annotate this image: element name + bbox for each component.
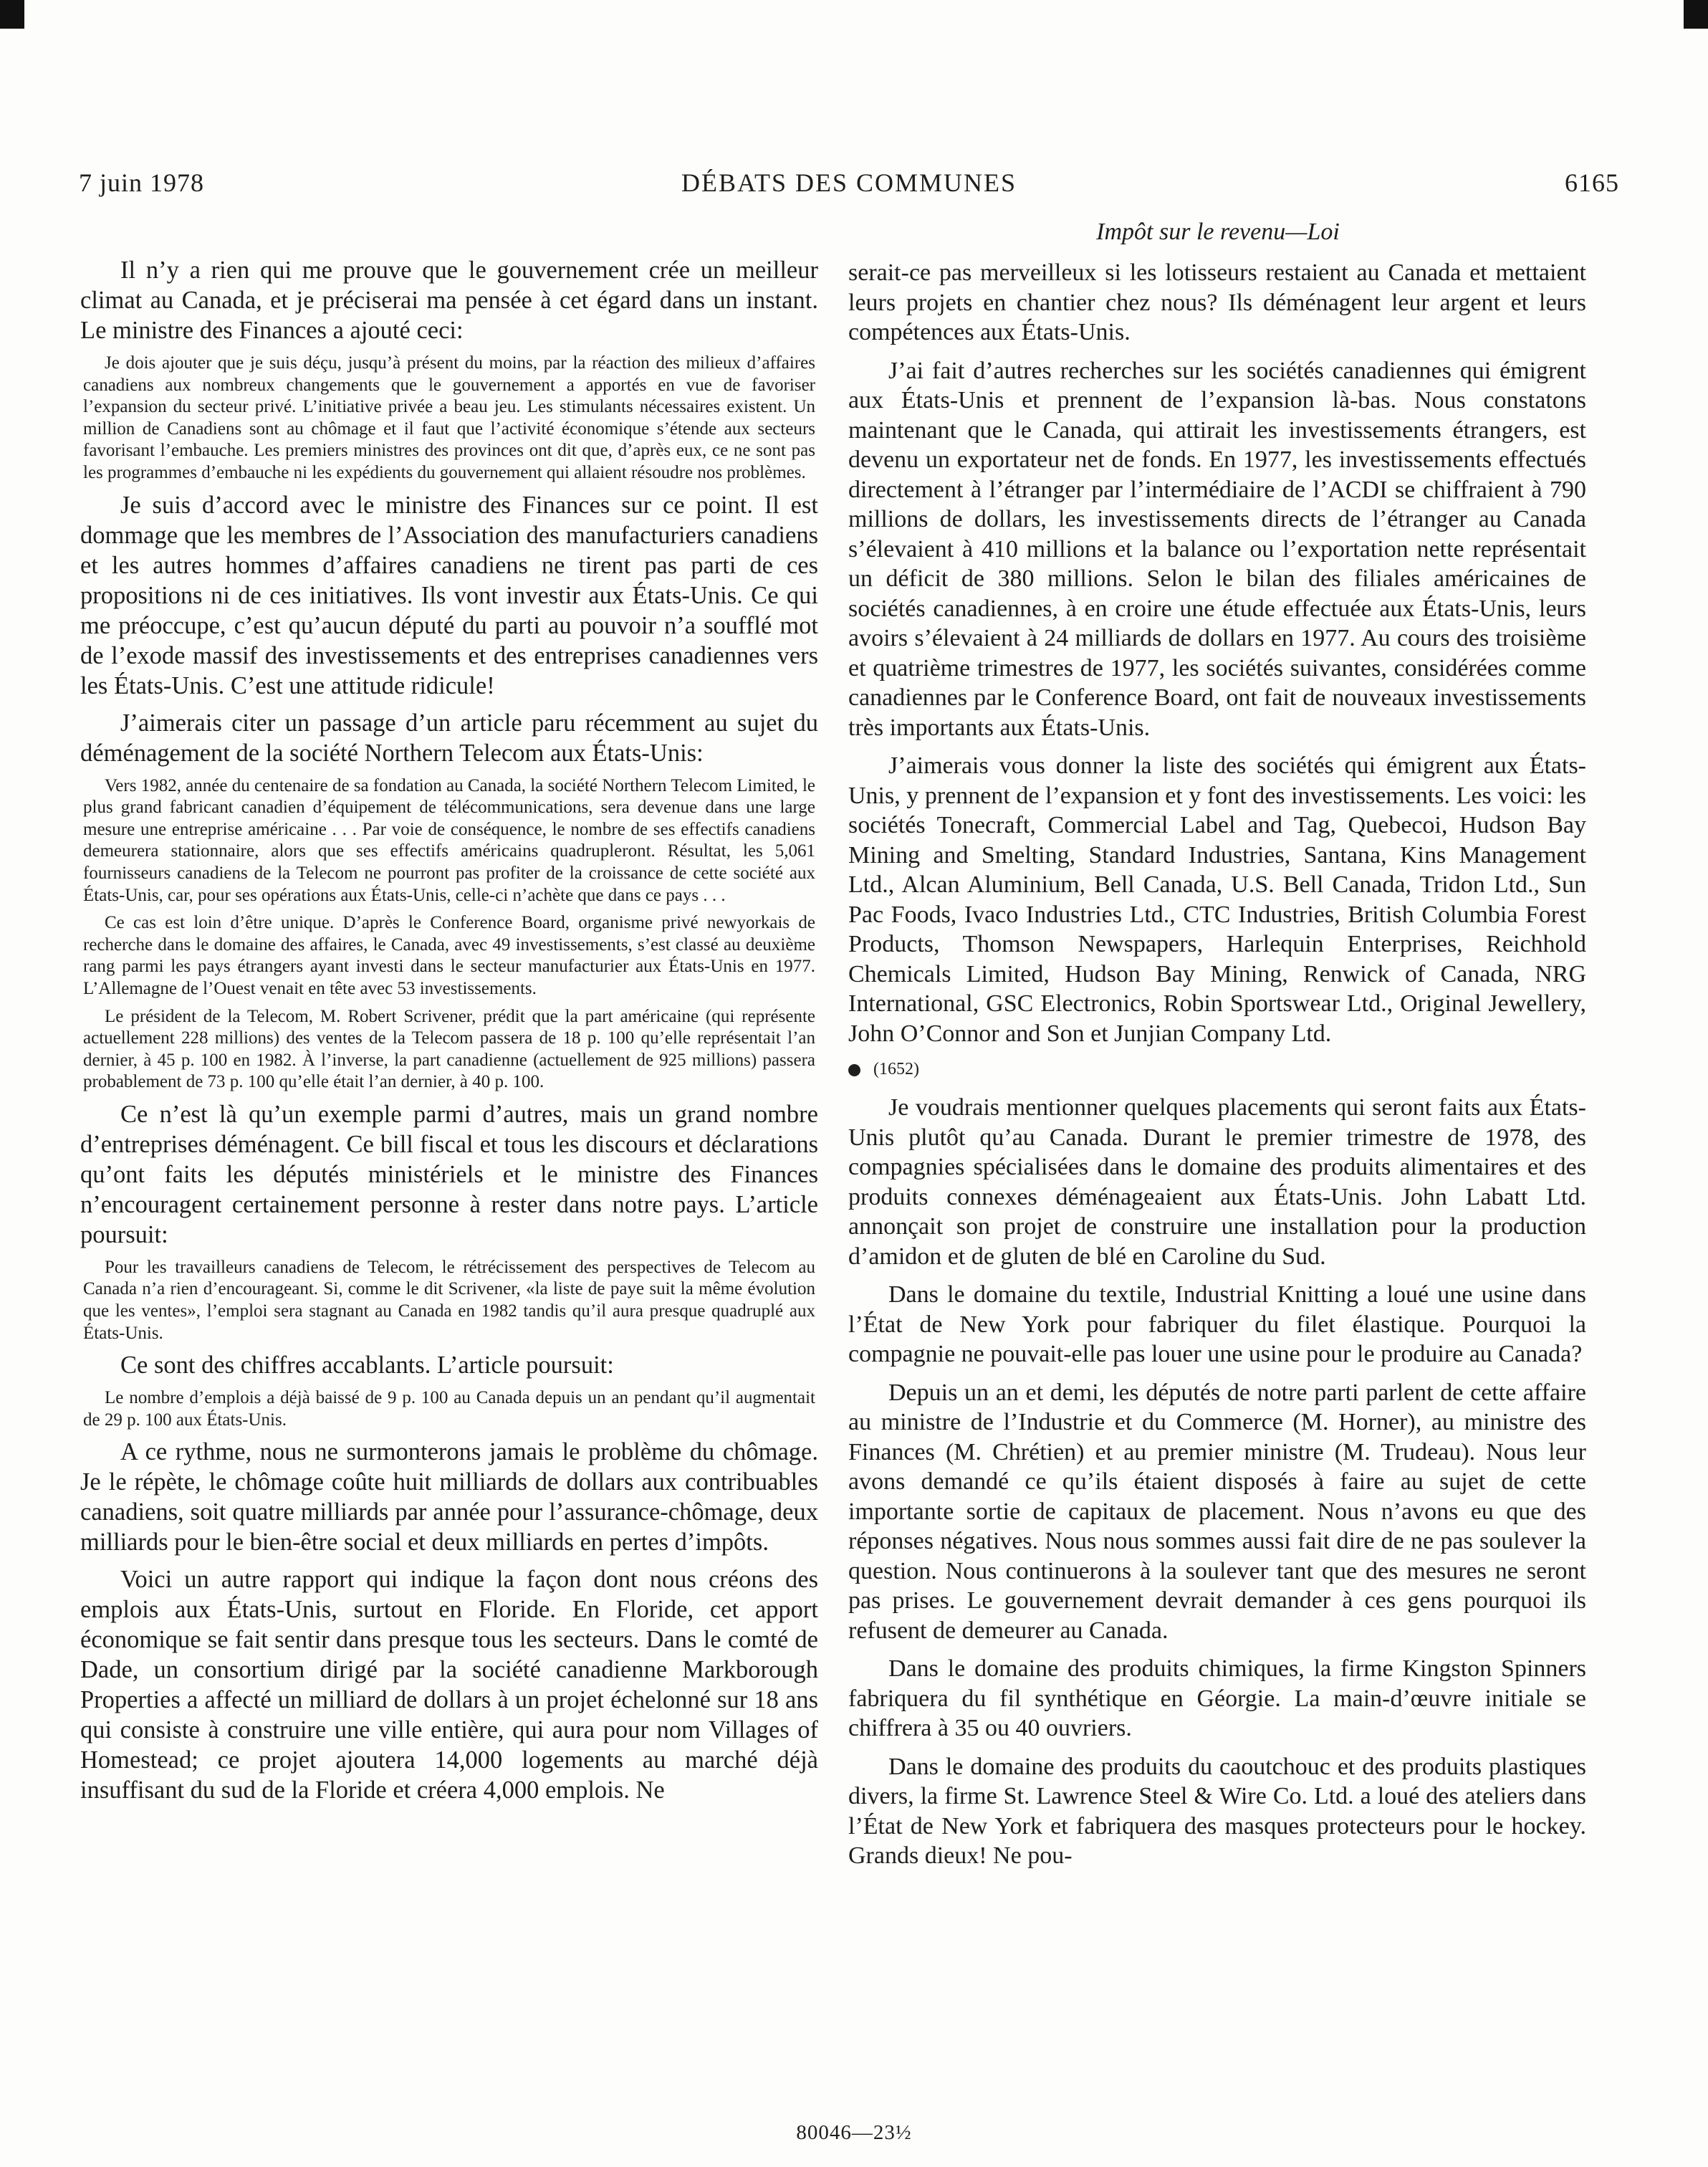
scan-corner-mark — [1684, 0, 1708, 29]
block-quote: Vers 1982, année du centenaire de sa fondation au Canada, la société Northern Telecom Limited, le plus grand fabricant canadien d’équipement de télécommunications, sera devenue dans une large mesure une entreprise américaine . . . Par voie de conséquence, le nombre de ses effectifs canadiens demeurera stationnaire, alors que ses effectifs américains quadrupleront. Résultat, les 5,061 fournisseurs canadiens de la Telecom ne pourront pas profiter de la croissance de cette société aux États-Unis, car, pour ses opérations aux États-Unis, celle-ci n’achète que dans ce pays . . . — [83, 775, 815, 905]
paragraph: Je suis d’accord avec le ministre des Finances sur ce point. Il est dommage que les membres de l’Association des manufacturiers canadiens et les autres hommes d’affaires canadiens ne tirent pas parti de ces propositions ni de ces initiatives. Ils vont investir aux États-Unis. Ce qui me préoccupe, c’est qu’aucun député du parti au pouvoir n’a soufflé mot de l’exode massif des investissements et des entreprises canadiennes vers les États-Unis. C’est une attitude ridicule! — [80, 491, 818, 699]
block-quote: Je dois ajouter que je suis déçu, jusqu’à présent du moins, par la réaction des milieux d’affaires canadiens aux nombreux changements que le gouvernement a apportés en vue de favoriser l’expansion du secteur privé. L’initiative privée a beau jeu. Les stimulants nécessaires existent. Un million de Canadiens sont au chômage et il faut que l’activité économique s’étende aux secteurs favorisant l’embauche. Les premiers ministres des provinces ont dit que, d’après eux, ce ne sont pas les programmes d’embauche ni les expédients du gouvernement qui allaient résoudre nos problèmes. — [83, 353, 815, 482]
paragraph: Depuis un an et demi, les députés de notre parti parlent de cette affaire au ministre de l’Industrie et du Commerce (M. Horner), au ministre des Finances (M. Chrétien) et au premier ministre (M. Trudeau). Nous leur avons demandé ce qu’ils étaient disposés à faire au sujet de cette importante sortie de capitaux de placement. Nous n’avons eu que des réponses négatives. Nous nous sommes aussi fait dire de ne pas soulever la question. Nous continuerons à la soulever tant que des mesures ne seront pas prises. Le gouvernement devrait demander à ces gens pourquoi ils refusent de demeurer au Canada. — [848, 1379, 1586, 1644]
paragraph: J’ai fait d’autres recherches sur les sociétés canadiennes qui émigrent aux États-Unis et prennent de l’expansion là-bas. Nous constatons maintenant que le Canada, qui attirait les investissements étrangers, est devenu un exportateur net de fonds. En 1977, les investissements effectués directement à l’étranger par l’intermédiaire de l’ACDI se chiffraient à 790 millions de dollars, les investissements directs de l’étranger au Canada s’élevaient à 410 millions et la balance ou l’exportation nette représentait un déficit de 380 millions. Selon le bilan des filiales américaines de sociétés canadiennes, à en croire une étude effectuée aux États-Unis, leurs avoirs s’élevaient à 24 milliards de dollars en 1977. Au cours des troisième et quatrième trimestres de 1977, les sociétés suivantes, considérées comme canadiennes par le Conference Board, ont fait de nouveaux investissements très importants aux États-Unis. — [848, 357, 1586, 741]
time-marker — [848, 1057, 1586, 1081]
header-title: DÉBATS DES COMMUNES — [681, 168, 1017, 197]
bullet-icon — [848, 1064, 860, 1076]
right-column — [848, 258, 1586, 1880]
footer-code: 80046—23½ — [796, 2121, 912, 2144]
left-column — [80, 255, 818, 1812]
paragraph: Dans le domaine du textile, Industrial Knitting a loué une usine dans l’État de New York pour fabriquer du filet élastique. Pourquoi la compagnie ne pouvait-elle pas louer une usine pour le produire au Canada? — [848, 1281, 1586, 1367]
paragraph: Il n’y a rien qui me prouve que le gouvernement crée un meilleur climat au Canada, et je préciserai ma pensée à cet égard dans un instant. Le ministre des Finances a ajouté ceci: — [80, 257, 818, 344]
header-date: 7 juin 1978 — [79, 168, 205, 197]
block-quote: Le président de la Telecom, M. Robert Scrivener, prédit que la part américaine (qui représente actuellement 228 millions) des ventes de la Telecom passera de 18 p. 100 qu’elle représentait l’an dernier, à 45 p. 100 en 1982. À l’inverse, la part canadienne (actuellement de 925 millions) passera probablement de 73 p. 100 qu’elle était l’an dernier, à 40 p. 100. — [83, 1006, 815, 1092]
paragraph: J’aimerais citer un passage d’un article paru récemment au sujet du déménagement de la société Northern Telecom aux États-Unis: — [80, 709, 818, 767]
paragraph: J’aimerais vous donner la liste des sociétés qui émigrent aux États-Unis, y prennent de l’expansion et y font des investissements. Les voici: les sociétés Tonecraft, Commercial Label and Tag, Quebecoi, Hudson Bay Mining and Smelting, Standard Industries, Santana, Kins Management Ltd., Alcan Aluminium, Bell Canada, U.S. Bell Canada, Tridon Ltd., Sun Pac Foods, Ivaco Industries Ltd., CTC Industries, British Columbia Forest Products, Thomson Newspapers, Harlequin Enterprises, Reichhold Chemicals Limited, Hudson Bay Mining, Renwick of Canada, NRG International, GSC Electronics, Robin Sportswear Ltd., Original Jewellery, John O’Connor and Son et Junjian Company Ltd. — [848, 752, 1586, 1047]
paragraph-continued: serait-ce pas merveilleux si les lotisseurs restaient au Canada et mettaient leurs projets en chantier chez nous? Ils déménagent leur argent et leurs compétences aux États-Unis. — [848, 259, 1586, 345]
paragraph: Je voudrais mentionner quelques placements qui seront faits aux États-Unis plutôt qu’au Canada. Durant le premier trimestre de 1978, des compagnies spécialisées dans le domaine des produits alimentaires et des produits connexes déménageaient aux États-Unis. John Labatt Ltd. annonçait son projet de construire une installation pour la production d’amidon et de gluten de blé en Caroline du Sud. — [848, 1094, 1586, 1270]
time-marker-label: (1652) — [873, 1060, 919, 1078]
paragraph: Ce n’est là qu’un exemple parmi d’autres, mais un grand nombre d’entreprises déménagent. Ce bill fiscal et tous les discours et déclarations qu’ont faits les députés ministériels et le ministre des Finances n’encouragent certainement personne à rester dans notre pays. L’article poursuit: — [80, 1100, 818, 1248]
page-header — [79, 168, 1619, 204]
block-quote: Pour les travailleurs canadiens de Telecom, le rétrécissement des perspectives de Telecom au Canada n’a rien d’encourageant. Si, comme le dit Scrivener, «la liste de paye suit la même évolution que les ventes», l’emploi sera stagnant au Canada en 1982 tandis qu’il aura presque quadruplé aux États-Unis. — [83, 1257, 815, 1343]
paragraph: Dans le domaine des produits du caoutchouc et des produits plastiques divers, la firme St. Lawrence Steel & Wire Co. Ltd. a loué des ateliers dans l’État de New York et fabriquera des masques protecteurs pour le hockey. Grands dieux! Ne pou- — [848, 1753, 1586, 1869]
paragraph: A ce rythme, nous ne surmonterons jamais le problème du chômage. Je le répète, le chômage coûte huit milliards de dollars aux contribuables canadiens, soit quatre milliards par année pour l’assurance-chômage, deux milliards pour le bien-être social et deux milliards en pertes d’impôts. — [80, 1438, 818, 1556]
section-heading: Impôt sur le revenu—Loi — [1096, 219, 1340, 245]
paragraph: Voici un autre rapport qui indique la façon dont nous créons des emplois aux États-Unis, surtout en Floride. En Floride, cet apport économique se fait sentir dans presque tous les secteurs. Dans le comté de Dade, un consortium dirigé par la société canadienne Markborough Properties a affecté un milliard de dollars à un projet échelonné sur 18 ans qui consiste à construire une ville entière, qui aura pour nom Villages of Homestead; ce projet ajoutera 14,000 logements au marché déjà insuffisant du sud de la Floride et créera 4,000 emplois. Ne — [80, 1566, 818, 1804]
paragraph: Dans le domaine des produits chimiques, la firme Kingston Spinners fabriquera du fil synthétique en Géorgie. La main-d’œuvre initiale se chiffrera à 35 ou 40 ouvriers. — [848, 1655, 1586, 1741]
page-number: 6165 — [1565, 168, 1619, 197]
paragraph: Ce sont des chiffres accablants. L’article poursuit: — [120, 1352, 614, 1379]
scan-corner-mark — [0, 0, 24, 29]
block-quote: Le nombre d’emplois a déjà baissé de 9 p. 100 au Canada depuis un an pendant qu’il augmentait de 29 p. 100 aux États-Unis. — [83, 1388, 815, 1430]
block-quote: Ce cas est loin d’être unique. D’après le Conference Board, organisme privé newyorkais de recherche dans le domaine des affaires, le Canada, avec 49 investissements, s’est classé au deuxième rang parmi les pays étrangers ayant investi dans le secteur manufacturier aux États-Unis en 1977. L’Allemagne de l’Ouest venait en tête avec 53 investissements. — [83, 913, 815, 998]
